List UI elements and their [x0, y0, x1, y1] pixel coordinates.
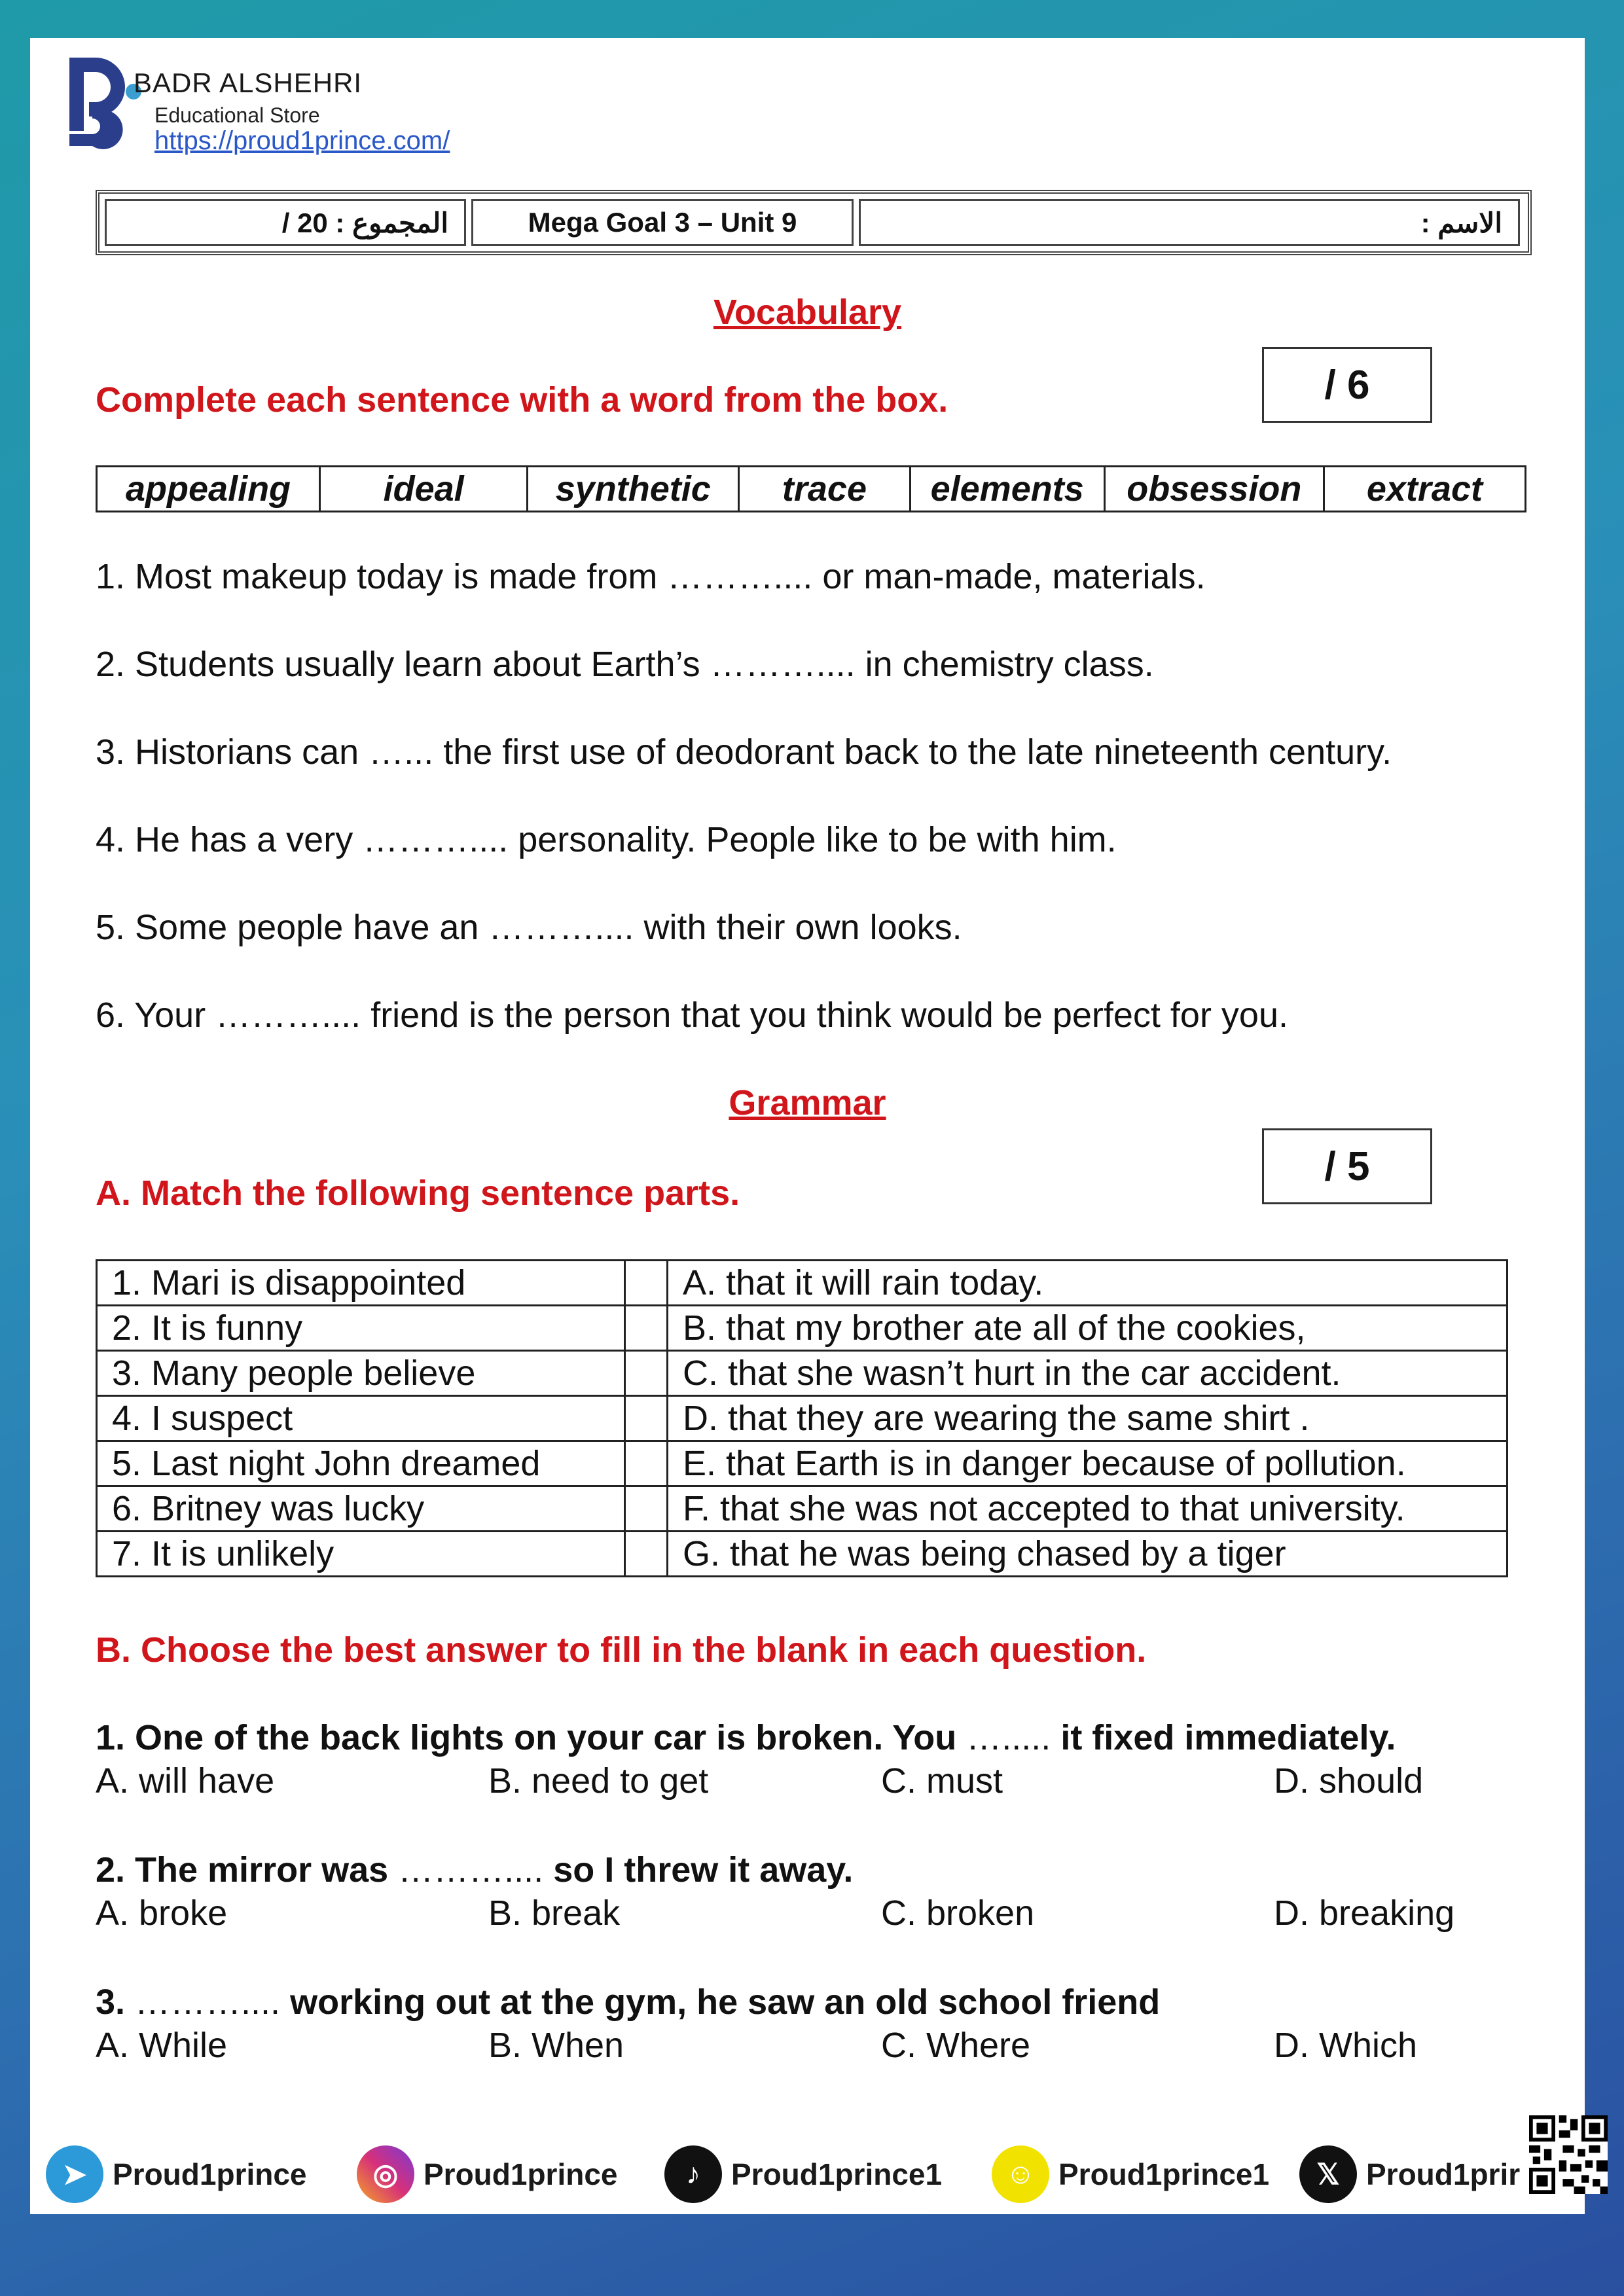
question-text: 1. One of the back lights on your car is broken. You: [96, 1718, 957, 1757]
question-blank: ………....: [388, 1850, 554, 1890]
option[interactable]: C. must: [881, 1761, 1003, 1801]
x-icon: 𝕏: [1299, 2145, 1357, 2203]
snapchat-icon: ☺: [992, 2145, 1049, 2203]
vocab-sentence: 3. Historians can …... the first use of deodorant back to the late nineteenth century.: [96, 732, 1392, 772]
match-answer-cell[interactable]: [625, 1532, 668, 1577]
option[interactable]: B. break: [488, 1893, 621, 1933]
student-name-cell[interactable]: الاسم :: [859, 199, 1520, 246]
option[interactable]: D. should: [1274, 1761, 1424, 1801]
social-telegram[interactable]: [46, 2145, 307, 2203]
match-right-cell: A. that it will rain today.: [668, 1261, 1507, 1306]
badr-logo-icon: [56, 51, 154, 149]
match-right-cell: G. that he was being chased by a tiger: [668, 1532, 1507, 1577]
option[interactable]: D. breaking: [1274, 1893, 1455, 1933]
vocabulary-title: Vocabulary: [713, 293, 902, 332]
question-2: [96, 1850, 853, 1890]
social-tiktok[interactable]: [664, 2145, 942, 2203]
grammar-title: Grammar: [729, 1083, 886, 1122]
header-table: [96, 190, 1532, 255]
social-handle: Proud1prince: [113, 2157, 307, 2191]
social-handle: Proud1prince: [424, 2157, 618, 2191]
question-1: [96, 1717, 1396, 1758]
question-text: it fixed immediately.: [1060, 1718, 1396, 1757]
match-answer-cell[interactable]: [625, 1396, 668, 1441]
word-item: extract: [1366, 469, 1483, 509]
word-item: appealing: [98, 467, 321, 511]
question-text: 3.: [96, 1982, 126, 2022]
vocabulary-score-box: / 6: [1262, 347, 1432, 423]
word-item: elements: [911, 467, 1106, 511]
question-text: so I threw it away.: [553, 1850, 854, 1890]
social-snapchat[interactable]: [992, 2145, 1269, 2203]
option[interactable]: A. will have: [96, 1761, 275, 1801]
vocab-sentence: 4. He has a very ……….... personality. People like to be with him.: [96, 820, 1117, 859]
vocab-sentence: 2. Students usually learn about Earth’s ……….... in chemistry class.: [96, 645, 1154, 684]
qr-code-icon[interactable]: [1529, 2115, 1608, 2194]
vocabulary-instruction: Complete each sentence with a word from the box.: [96, 380, 948, 420]
option[interactable]: C. broken: [881, 1893, 1035, 1933]
vocab-sentence: 1. Most makeup today is made from ……….... or man-made, materials.: [96, 557, 1206, 596]
option[interactable]: B. When: [488, 2026, 624, 2065]
total-score-cell: المجموع : 20 /: [105, 199, 466, 246]
option[interactable]: B. need to get: [488, 1761, 709, 1801]
telegram-icon: ➤: [46, 2145, 103, 2203]
match-left-cell: 6. Britney was lucky: [97, 1486, 625, 1532]
social-x[interactable]: [1299, 2145, 1520, 2203]
table-row: [97, 1351, 1507, 1396]
option[interactable]: D. Which: [1274, 2026, 1418, 2065]
match-left-cell: 1. Mari is disappointed: [97, 1261, 625, 1306]
table-row: [97, 1441, 1507, 1486]
word-item: synthetic: [528, 467, 740, 511]
word-box: [96, 465, 1526, 512]
question-text: 2. The mirror was: [96, 1850, 389, 1890]
match-instruction: A. Match the following sentence parts.: [96, 1174, 740, 1213]
brand-subtitle: Educational Store: [154, 103, 320, 127]
instagram-icon: ◎: [357, 2145, 414, 2203]
match-right-cell: D. that they are wearing the same shirt .: [668, 1396, 1507, 1441]
match-answer-cell[interactable]: [625, 1441, 668, 1486]
match-left-cell: 2. It is funny: [97, 1306, 625, 1351]
table-row: [97, 1486, 1507, 1532]
match-answer-cell[interactable]: [625, 1261, 668, 1306]
word-item: trace: [740, 467, 911, 511]
brand-link[interactable]: https://proud1prince.com/: [154, 126, 450, 155]
social-handle: Proud1prince1: [731, 2157, 943, 2191]
match-left-cell: 5. Last night John dreamed: [97, 1441, 625, 1486]
tiktok-icon: ♪: [664, 2145, 722, 2203]
match-left-cell: 4. I suspect: [97, 1396, 625, 1441]
match-right-cell: C. that she wasn’t hurt in the car accident.: [668, 1351, 1507, 1396]
social-instagram[interactable]: [357, 2145, 618, 2203]
worksheet-page: [30, 38, 1585, 2214]
word-item: ideal: [321, 467, 528, 511]
match-answer-cell[interactable]: [625, 1351, 668, 1396]
match-right-cell: F. that she was not accepted to that university.: [668, 1486, 1507, 1532]
table-row: [97, 1261, 1507, 1306]
vocab-sentence: 6. Your ……….... friend is the person that you think would be perfect for you.: [96, 996, 1288, 1035]
match-table: [96, 1259, 1508, 1577]
table-row: [97, 1396, 1507, 1441]
option[interactable]: C. Where: [881, 2026, 1031, 2065]
match-left-cell: 7. It is unlikely: [97, 1532, 625, 1577]
match-right-cell: E. that Earth is in danger because of pollution.: [668, 1441, 1507, 1486]
brand-name: BADR ALSHEHRI: [134, 67, 363, 98]
match-answer-cell[interactable]: [625, 1306, 668, 1351]
social-handle: Proud1prince1: [1058, 2157, 1270, 2191]
match-answer-cell[interactable]: [625, 1486, 668, 1532]
question-blank: ….....: [956, 1718, 1061, 1757]
question-3: [96, 1982, 1160, 2022]
option[interactable]: A. broke: [96, 1893, 228, 1933]
question-text: working out at the gym, he saw an old school friend: [290, 1982, 1161, 2022]
choose-instruction: B. Choose the best answer to fill in the blank in each question.: [96, 1630, 1147, 1670]
grammar-score-box: / 5: [1262, 1128, 1432, 1204]
word-item: obsession: [1106, 467, 1325, 511]
match-left-cell: 3. Many people believe: [97, 1351, 625, 1396]
question-blank: ………....: [125, 1982, 291, 2022]
option[interactable]: A. While: [96, 2026, 228, 2065]
match-right-cell: B. that my brother ate all of the cookies,: [668, 1306, 1507, 1351]
table-row: [97, 1532, 1507, 1577]
social-handle: Proud1prir: [1366, 2157, 1521, 2191]
unit-cell: Mega Goal 3 – Unit 9: [471, 199, 854, 246]
vocab-sentence: 5. Some people have an ……….... with their own looks.: [96, 908, 962, 947]
table-row: [97, 1306, 1507, 1351]
